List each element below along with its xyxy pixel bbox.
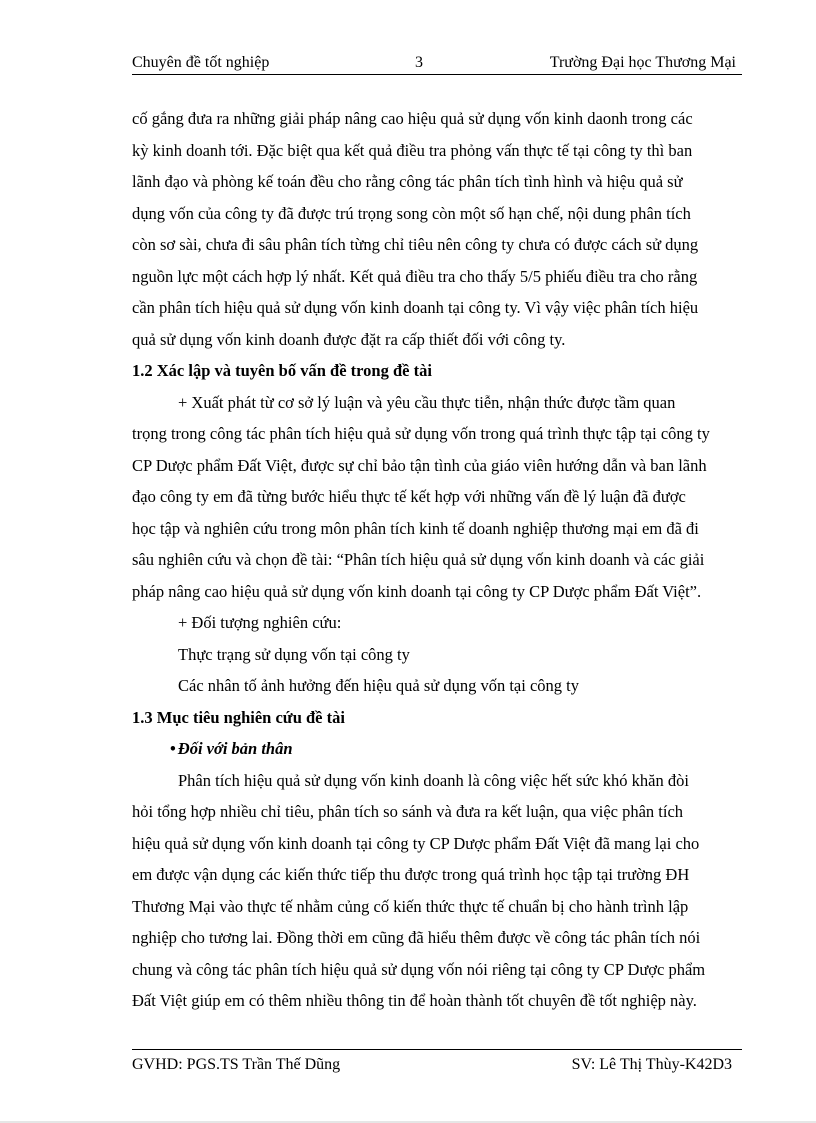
paragraph-line: còn sơ sài, chưa đi sâu phân tích từng chỉ tiêu nên công ty chưa có được cách sử dụng <box>132 235 699 254</box>
paragraph-line: dụng vốn của công ty đã được trú trọng song còn một số hạn chế, nội dung phân tích <box>132 203 691 223</box>
paragraph-line: Thương Mại vào thực tế nhằm củng cố kiến thức thực tế chuẩn bị cho hành trình lập <box>132 896 689 916</box>
paragraph-line: nguồn lực một cách hợp lý nhất. Kết quả điều tra cho thấy 5/5 phiếu điều tra cho rằng <box>132 266 698 286</box>
paragraph-line: kỳ kinh doanh tới. Đặc biệt qua kết quả điều tra phỏng vấn thực tế tại công ty thì ban <box>132 140 693 160</box>
paragraph-line: lãnh đạo và phòng kế toán đều cho rằng công tác phân tích tình hình và hiệu quả sử <box>132 172 683 191</box>
paragraph-line: trọng trong công tác phân tích hiệu quả sử dụng vốn trong quá trình thực tập tại công ty <box>132 424 710 443</box>
section-heading-1-3: 1.3 Mục tiêu nghiên cứu đề tài <box>132 707 345 727</box>
paragraph-line: Thực trạng sử dụng vốn tại công ty <box>178 644 410 664</box>
header-school: Trường Đại học Thương Mại <box>549 54 736 71</box>
paragraph-line: hiệu quả sử dụng vốn kinh doanh tại công ty CP Dược phẩm Đất Việt đã mang lại cho <box>132 833 700 853</box>
subheading-ban-than <box>132 733 742 765</box>
page-header <box>132 50 742 75</box>
section-heading-1-2: 1.2 Xác lập và tuyên bố vấn đề trong đề tài <box>132 361 432 380</box>
page-number: 3 <box>415 54 423 71</box>
paragraph-line: Các nhân tố ảnh hưởng đến hiệu quả sử dụng vốn tại công ty <box>178 676 579 695</box>
paragraph-line: + Xuất phát từ cơ sở lý luận và yêu cầu thực tiễn, nhận thức được tầm quan <box>178 392 676 412</box>
paragraph-line: em được vận dụng các kiến thức tiếp thu được trong quá trình học tập tại trường ĐH <box>132 865 690 884</box>
paragraph-line: pháp nâng cao hiệu quả sử dụng vốn kinh doanh tại công ty CP Dược phẩm Đất Việt”. <box>132 581 702 601</box>
bullet-icon: • <box>170 739 176 758</box>
subheading-text: Đối với bản thân <box>177 739 293 758</box>
paragraph-line: chung và công tác phân tích hiệu quả sử dụng vốn nói riêng tại công ty CP Dược phẩm <box>132 959 706 979</box>
paragraph-line: học tập và nghiên cứu trong môn phân tích kinh tế doanh nghiệp thương mại em đã đi <box>132 518 699 538</box>
footer-advisor: GVHD: PGS.TS Trần Thế Dũng <box>132 1056 341 1073</box>
paragraph-line: Đất Việt giúp em có thêm nhiều thông tin để hoàn thành tốt chuyên đề tốt nghiệp này. <box>132 991 697 1010</box>
paragraph-line: cố gắng đưa ra những giải pháp nâng cao hiệu quả sử dụng vốn kinh daonh trong các <box>132 109 693 128</box>
paragraph-line: CP Dược phẩm Đất Việt, được sự chỉ bảo tận tình của giáo viên hướng dẫn và ban lãnh <box>132 455 707 475</box>
body-text <box>132 103 742 1017</box>
page-footer <box>132 1049 742 1076</box>
paragraph-line: cần phân tích hiệu quả sử dụng vốn kinh doanh tại công ty. Vì vậy việc phân tích hiệu <box>132 298 699 317</box>
header-title: Chuyên đề tốt nghiệp <box>132 54 270 71</box>
paragraph-line: + Đối tượng nghiên cứu: <box>178 613 342 632</box>
paragraph-line: hỏi tổng hợp nhiều chỉ tiêu, phân tích so sánh và đưa ra kết luận, qua việc phân tích <box>132 802 684 821</box>
paragraph-line: sâu nghiên cứu và chọn đề tài: “Phân tích hiệu quả sử dụng vốn kinh doanh và các giải <box>132 550 705 569</box>
paragraph-line: đạo công ty em đã từng bước hiểu thực tế kết hợp với những vấn đề lý luận đã được <box>132 487 686 506</box>
paragraph-line: nghiệp cho tương lai. Đồng thời em cũng đã hiểu thêm được về công tác phân tích nói <box>132 928 701 947</box>
footer-student: SV: Lê Thị Thùy-K42D3 <box>571 1056 732 1073</box>
paragraph-line: Phân tích hiệu quả sử dụng vốn kinh doanh là công việc hết sức khó khăn đòi <box>178 770 689 790</box>
paragraph-line: quả sử dụng vốn kinh doanh được đặt ra cấp thiết đối với công ty. <box>132 329 566 349</box>
